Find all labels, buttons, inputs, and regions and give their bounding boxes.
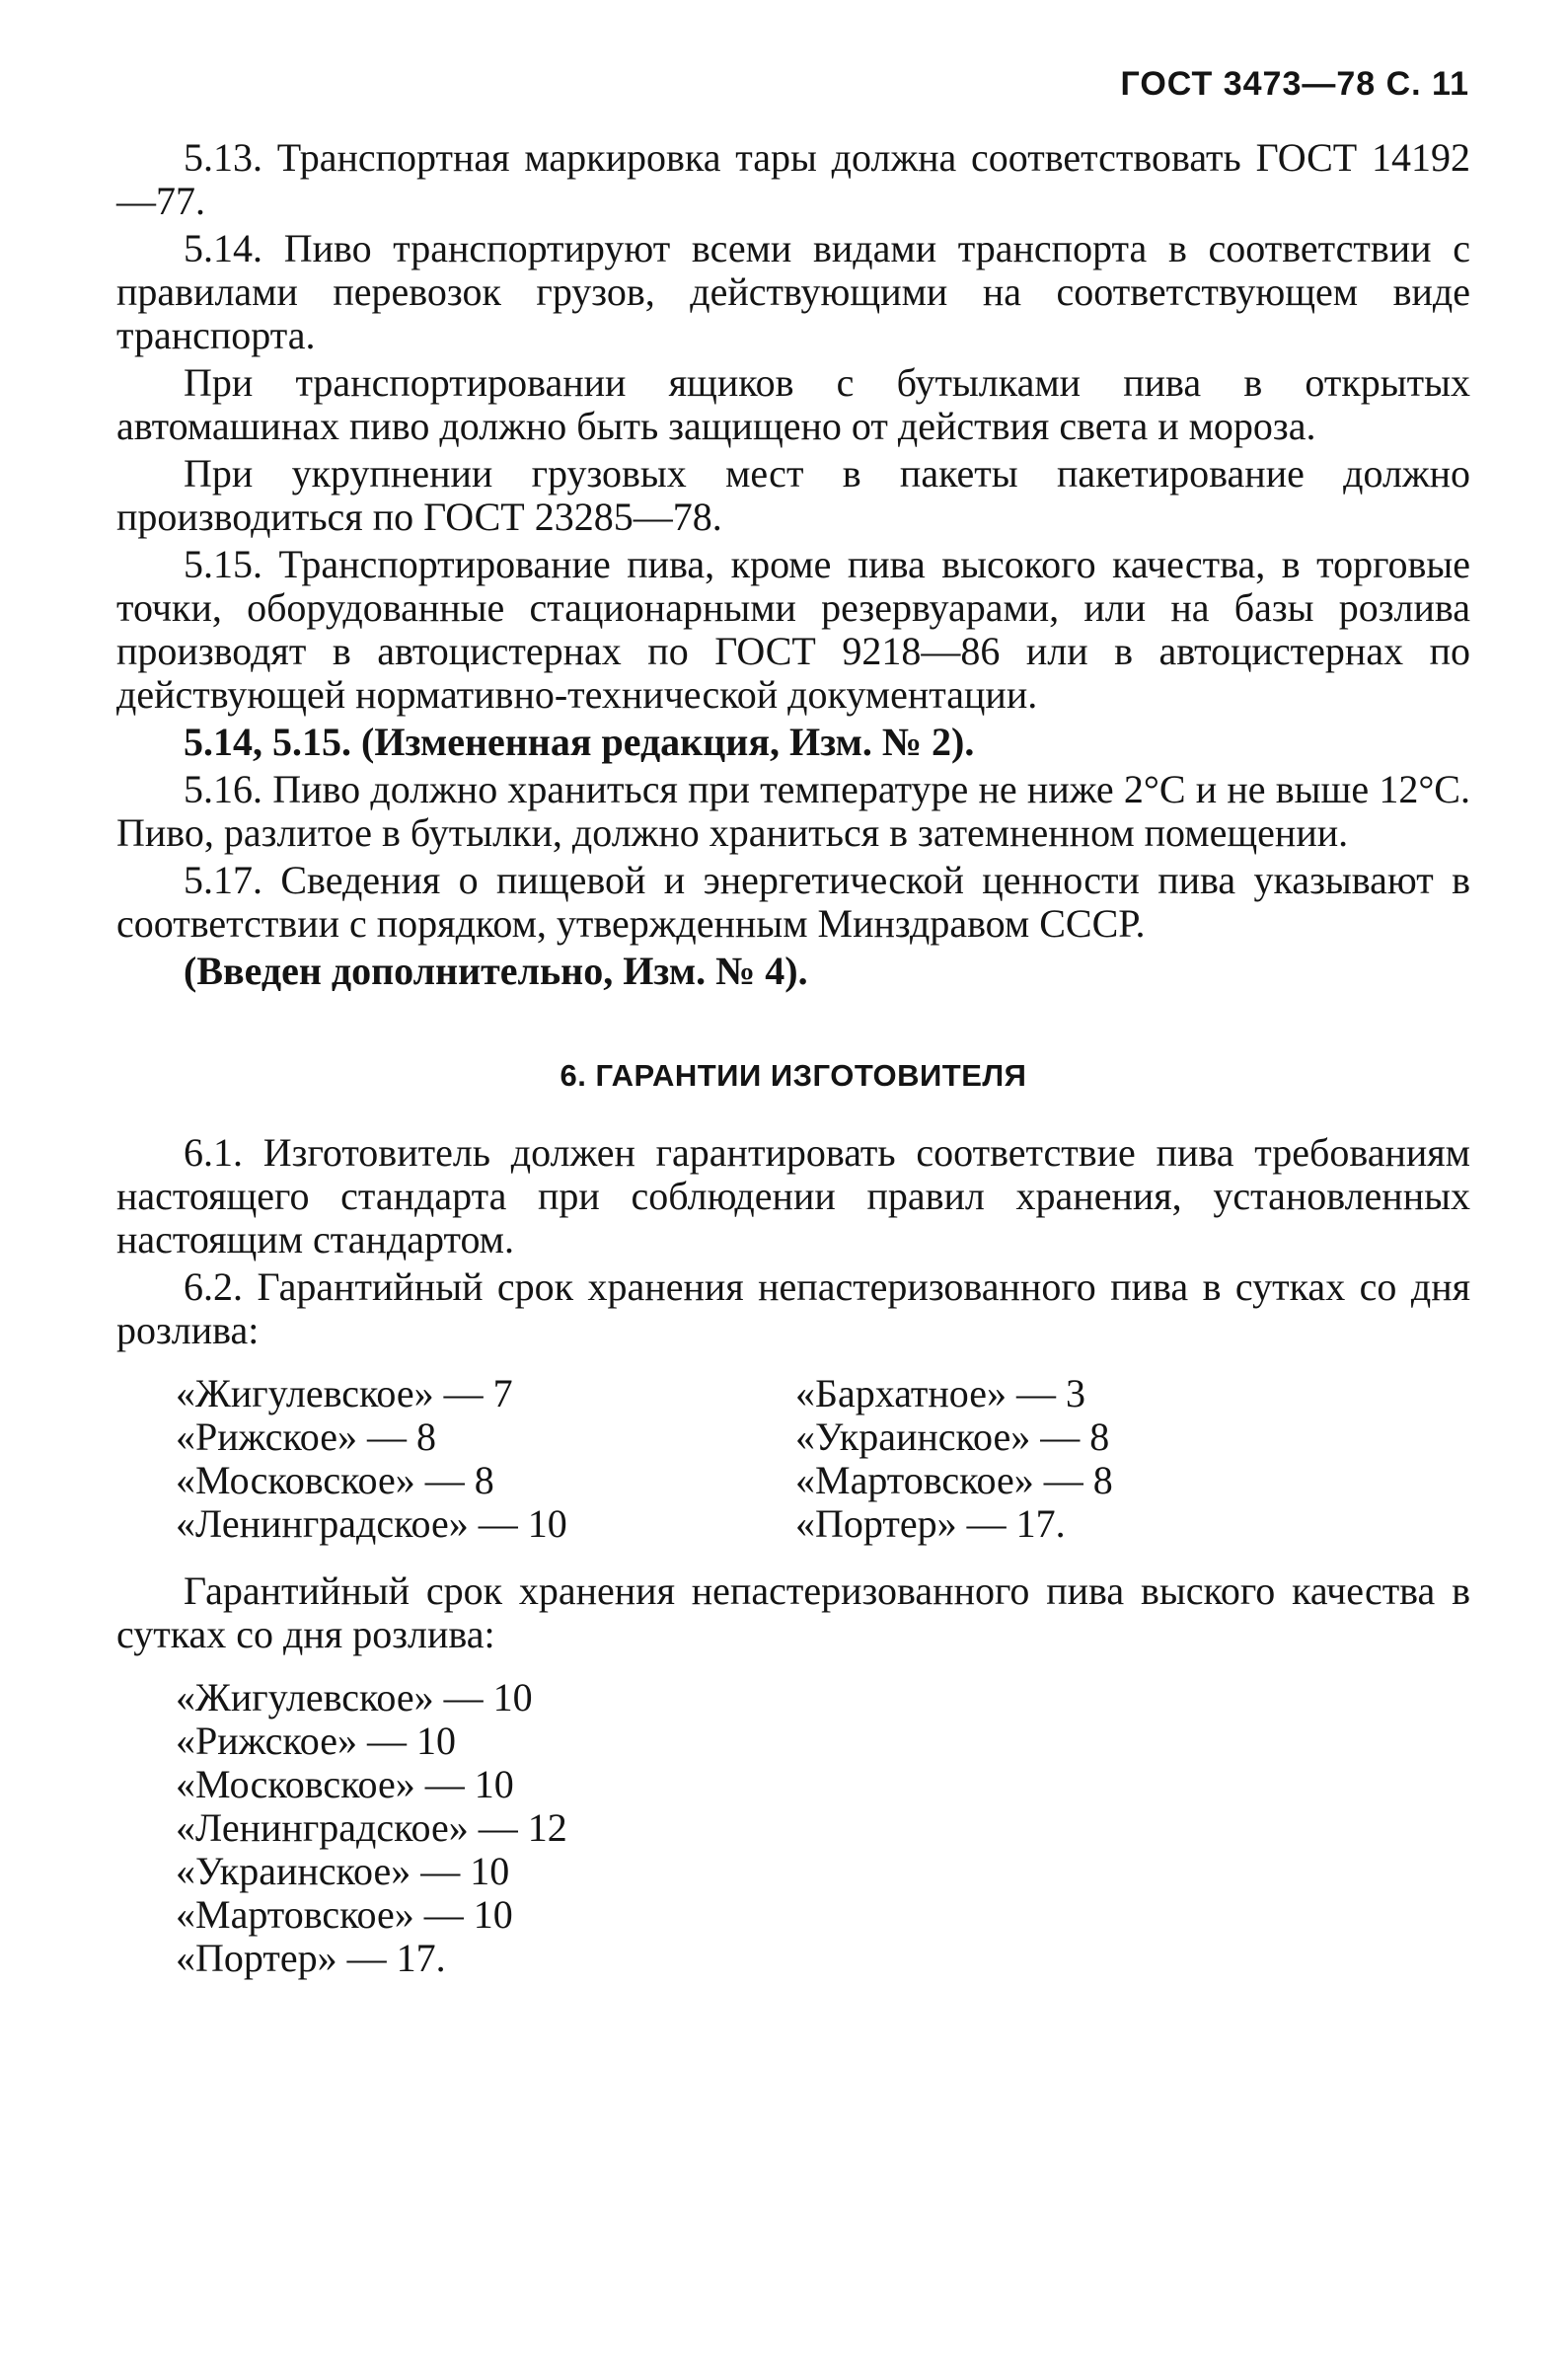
list-item: «Рижское» — 8 xyxy=(176,1414,436,1459)
paragraph-5-14-packaging: При укрупнении грузовых мест в пакеты пакетирование должно производиться по ГОСТ 23285—78. xyxy=(116,451,1470,539)
paragraph-5-13: 5.13. Транспортная маркировка тары должна соответствовать ГОСТ 14192—77. xyxy=(116,135,1470,223)
amendment-note-2: 5.14, 5.15. (Измененная редакция, Изм. № 2). xyxy=(184,720,975,764)
paragraph-6-2: 6.2. Гарантийный срок хранения непастеризованного пива в сутках со дня розлива: xyxy=(116,1264,1470,1352)
list-item: «Рижское» — 10 xyxy=(176,1719,456,1763)
page-header: ГОСТ 3473—78 С. 11 xyxy=(1120,65,1469,103)
amendment-note-4: (Введен дополнительно, Изм. № 4). xyxy=(184,949,808,993)
shelf-life-right-column xyxy=(795,1372,1415,1546)
list-item: «Жигулевское» — 10 xyxy=(176,1675,533,1719)
list-item: «Ленинградское» — 12 xyxy=(176,1805,567,1850)
paragraph-5-16: 5.16. Пиво должно храниться при температуре не ниже 2°С и не выше 12°С. Пиво, разлитое в бутылки, должно храниться в затемненном помещении. xyxy=(116,767,1470,855)
list-item: «Московское» — 8 xyxy=(176,1458,494,1502)
paragraph-6-1: 6.1. Изготовитель должен гарантировать соответствие пива требованиям настоящего стандарта при соблюдении правил хранения, установленных настоящим стандартом. xyxy=(116,1130,1470,1261)
list-item: «Украинское» — 8 xyxy=(795,1414,1110,1459)
document-body xyxy=(116,136,1470,1980)
list-item: «Портер» — 17. xyxy=(176,1936,446,1980)
list-item: «Московское» — 10 xyxy=(176,1762,514,1806)
list-item: «Бархатное» — 3 xyxy=(795,1371,1086,1415)
paragraph-5-17: 5.17. Сведения о пищевой и энергетической ценности пива указывают в соответствии с порядком, утвержденным Минздравом СССР. xyxy=(116,858,1470,946)
paragraph-6-2-high-quality: Гарантийный срок хранения непастеризованного пива выского качества в сутках со дня розлива: xyxy=(116,1568,1470,1656)
list-item: «Жигулевское» — 7 xyxy=(176,1371,513,1415)
paragraph-5-15: 5.15. Транспортирование пива, кроме пива высокого качества, в торговые точки, оборудованные стационарными резервуарами, или на базы розлива производят в автоцистернах по ГОСТ 9218—86 или в автоцистернах по действующей нормативно-технической документации. xyxy=(116,542,1470,717)
list-item: «Украинское» — 10 xyxy=(176,1849,510,1893)
shelf-life-left-column xyxy=(176,1372,795,1546)
high-quality-shelf-life-list xyxy=(176,1676,1470,1980)
list-item: «Портер» — 17. xyxy=(795,1501,1066,1546)
section-6-heading: 6. ГАРАНТИИ ИЗГОТОВИТЕЛЯ xyxy=(560,1058,1027,1093)
list-item: «Ленинградское» — 10 xyxy=(176,1501,567,1546)
paragraph-5-14-boxes: При транспортировании ящиков с бутылками пива в открытых автомашинах пиво должно быть защищено от действия света и мороза. xyxy=(116,360,1470,448)
shelf-life-table xyxy=(176,1372,1470,1546)
list-item: «Мартовское» — 10 xyxy=(176,1892,513,1937)
paragraph-5-14: 5.14. Пиво транспортируют всеми видами транспорта в соответствии с правилами перевозок грузов, действующими на соответствующем виде транспорта. xyxy=(116,226,1470,357)
list-item: «Мартовское» — 8 xyxy=(795,1458,1113,1502)
